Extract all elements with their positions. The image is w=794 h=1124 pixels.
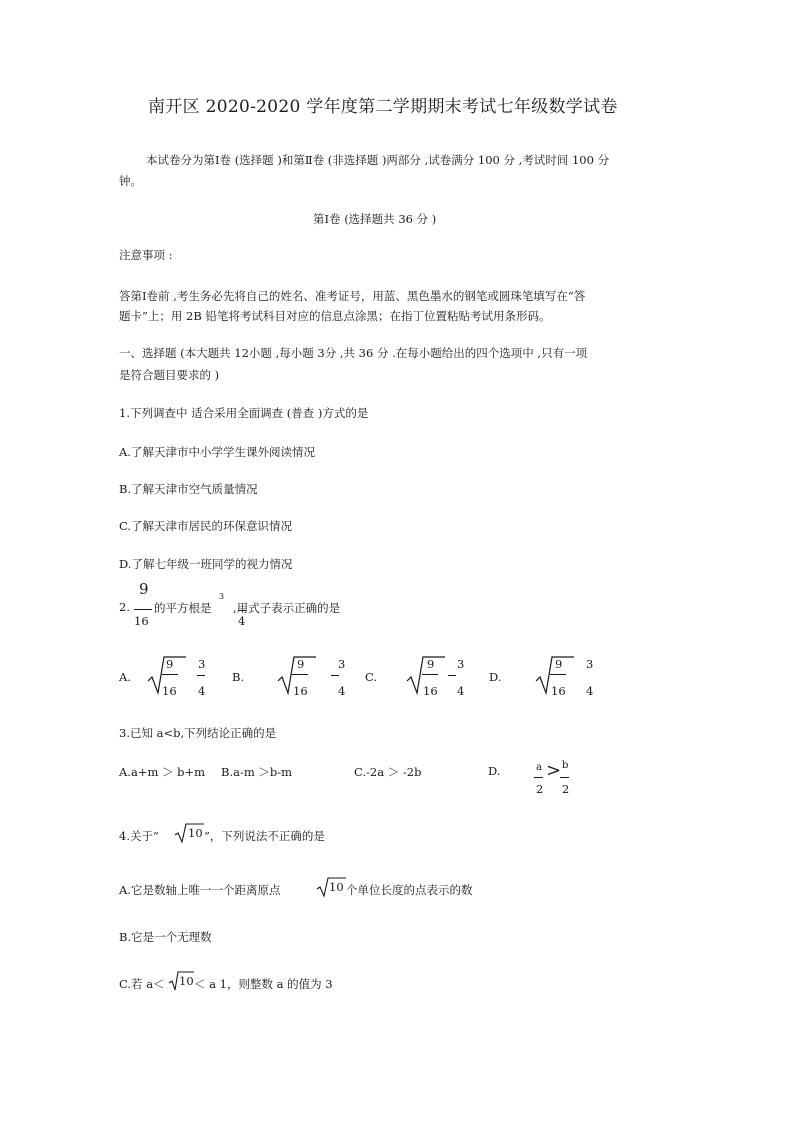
question-3-option-d-b: b [562,760,569,771]
question-2-option-a-den2: 4 [198,684,206,698]
question-3-option-d-bar-a [534,777,543,778]
question-4-option-b: B.它是一个无理数 [119,930,212,944]
question-4-option-c-cont: ＜ a 1，则整数 a 的值为 3 [194,977,333,991]
question-2-option-d-bar [550,674,566,675]
question-2-text-2: ,用式子表示正确的是 [233,601,341,615]
question-3-stem: 3.已知 a<b,下列结论正确的是 [119,726,277,740]
question-3-option-d-label: D. [488,764,501,778]
question-2-frac-den: 16 [134,614,149,628]
question-2-option-a-num2: 3 [198,657,206,671]
question-2-option-d-den2: 4 [586,684,594,698]
intro-text-cont: 钟。 [119,174,142,188]
question-3-option-d-gt: > [546,760,562,781]
question-2-text: 的平方根是 [154,601,212,615]
question-3-option-b: B.a-m ＞b-m [221,765,293,779]
notes-text: 答第Ⅰ卷前 ,考生务必先将自己的姓名、准考证号，用蓝、黑色墨水的钢笔或圆珠笔填写在“答 [119,289,586,303]
question-2-superscript: 3 [219,592,225,601]
question-2-option-a-num: 9 [166,657,174,671]
question-2-option-a-den: 16 [162,684,177,698]
question-2-option-a-bar [162,674,178,675]
section-header: 第Ⅰ卷 (选择题共 36 分 ) [313,212,437,226]
page-title: 南开区 2020-2020 学年度第二学期期末考试七年级数学试卷 [148,97,618,117]
question-3-option-d-2b: 2 [562,782,570,796]
question-2-option-c-bar2 [448,675,456,676]
question-3-option-d-2a: 2 [536,782,544,796]
question-4-option-c: C.若 a＜ [119,977,165,991]
question-2-option-c-bar [422,674,438,675]
question-2-option-c-num2: 3 [457,657,465,671]
question-1-stem: 1.下列调查中 适合采用全面调查 (普查 )方式的是 [119,406,369,420]
question-2-option-b-den: 16 [293,684,308,698]
question-2-option-c-label: C. [365,670,378,684]
question-2-frac2-bar [238,610,246,611]
question-4-stem: 4.关于“ [119,829,159,843]
notes-text-cont: 题卡”上；用 2B 铅笔将考试科目对应的信息点涂黑；在指丁位置粘贴考试用条形码。 [119,309,551,323]
question-4-option-a: A.它是数轴上唯一一个距离原点 [119,883,281,897]
question-2-option-b-bar [292,674,308,675]
question-4-radicand: 10 [188,826,203,840]
question-3-option-d-a: a [536,762,542,773]
question-1-option-c: C.了解天津市居民的环保意识情况 [119,519,293,533]
question-1-option-d: D.了解七年级一班同学的视力情况 [119,557,293,571]
question-2-option-c-den2: 4 [457,684,465,698]
question-4-stem-cont: ”，下列说法不正确的是 [204,829,325,843]
question-4-option-a-radicand: 10 [329,880,344,894]
question-3-option-a: A.a+m ＞ b+m [119,765,206,779]
question-2-option-d-num: 9 [555,657,563,671]
question-1-option-a: A.了解天津市中小学学生课外阅读情况 [119,445,315,459]
question-2-option-b-num: 9 [297,657,305,671]
question-2-option-d-den: 16 [551,684,566,698]
question-1-option-b: B.了解天津市空气质量情况 [119,482,258,496]
question-2-option-b-num2: 3 [338,657,346,671]
question-4-option-c-radicand: 10 [179,974,194,988]
question-2-option-d-num2: 3 [586,657,594,671]
question-3-option-c: C.-2a ＞ -2b [354,765,422,779]
question-2-option-c-num: 9 [427,657,435,671]
notes-label: 注意事项 : [119,248,173,262]
question-3-option-d-bar-b [560,777,569,778]
question-2-option-d-label: D. [489,670,502,684]
intro-text: 本试卷分为第Ⅰ卷 (选择题 )和第Ⅱ卷 (非选择题 )两部分 ,试卷满分 100 分 ,考试时间 100 分 [146,153,610,167]
part1-instructions: 一、选择题 (本大题共 12小题 ,每小题 3分 ,共 36 分 .在每小题给出的四个选项中 ,只有一项 [119,346,588,360]
question-2-option-c-den: 16 [423,684,438,698]
question-2-option-b-label: B. [232,670,245,684]
question-2-frac2-den: 4 [238,614,246,628]
question-2-option-b-den2: 4 [338,684,346,698]
question-2-option-a-label: A. [119,670,131,684]
question-4-option-a-cont: 个单位长度的点表示的数 [346,883,473,897]
question-2-option-a-bar2 [197,675,205,676]
question-2-frac-bar [134,609,152,610]
question-2-option-b-bar2 [331,675,339,676]
part1-instructions-cont: 是符合题目要求的 ) [119,368,220,382]
question-2-number: 2. [119,600,130,614]
question-2-frac-num: 9 [139,580,149,598]
